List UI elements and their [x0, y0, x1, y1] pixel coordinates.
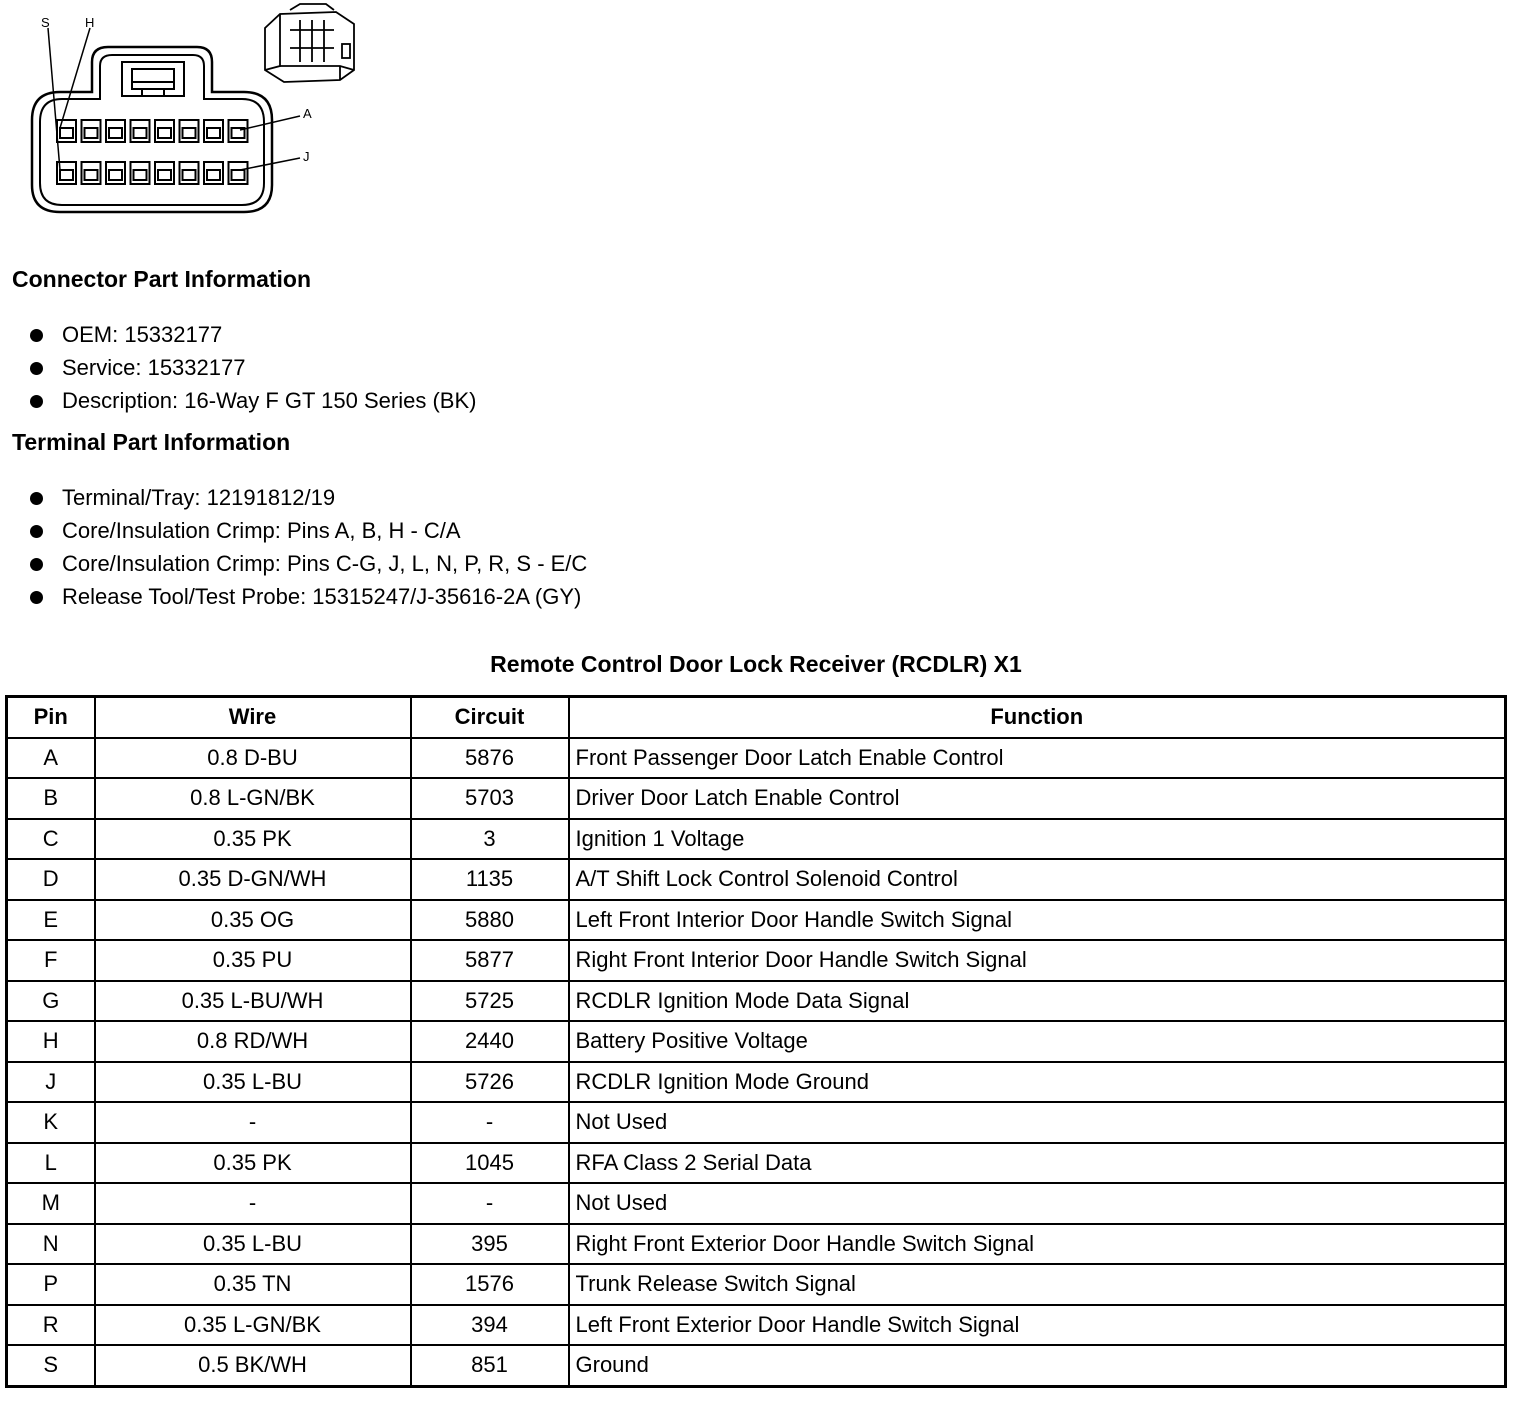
terminal-cavity-inner — [85, 128, 98, 138]
pin-cell: B — [7, 778, 95, 819]
terminal-cavity-inner — [109, 128, 122, 138]
pinout-table — [5, 695, 1507, 1388]
circuit-cell: 394 — [411, 1305, 569, 1346]
terminal-info-item: Core/Insulation Crimp: Pins C-G, J, L, N, P, R, S - E/C — [28, 547, 587, 580]
terminal-cavity-inner — [158, 170, 171, 180]
circuit-cell: 3 — [411, 819, 569, 860]
pin-label-h: H — [85, 15, 95, 30]
terminal-info-item: Release Tool/Test Probe: 15315247/J-35616-2A (GY) — [28, 580, 587, 613]
terminal-cavity-inner — [60, 128, 73, 138]
connector-info-item: Description: 16-Way F GT 150 Series (BK) — [28, 384, 476, 417]
circuit-cell: 1576 — [411, 1264, 569, 1305]
wire-cell: 0.5 BK/WH — [95, 1345, 411, 1386]
pin-cell: J — [7, 1062, 95, 1103]
terminal-info-item: Terminal/Tray: 12191812/19 — [28, 481, 587, 514]
function-cell: Trunk Release Switch Signal — [569, 1264, 1506, 1305]
terminal-cavity-inner — [134, 170, 147, 180]
terminal-cavity-inner — [134, 128, 147, 138]
pin-cell: M — [7, 1183, 95, 1224]
wire-cell: 0.35 PU — [95, 940, 411, 981]
wire-cell: 0.8 L-GN/BK — [95, 778, 411, 819]
pin-label-a: A — [303, 106, 312, 121]
header-circuit: Circuit — [411, 697, 569, 738]
wire-cell: 0.35 OG — [95, 900, 411, 941]
circuit-cell: 395 — [411, 1224, 569, 1265]
wire-cell: 0.8 RD/WH — [95, 1021, 411, 1062]
circuit-cell: 1135 — [411, 859, 569, 900]
pin-cell: D — [7, 859, 95, 900]
pin-cell: H — [7, 1021, 95, 1062]
wire-cell: 0.35 L-GN/BK — [95, 1305, 411, 1346]
terminal-cavity-inner — [207, 128, 220, 138]
function-cell: Driver Door Latch Enable Control — [569, 778, 1506, 819]
pin-cell: E — [7, 900, 95, 941]
table-row — [7, 1062, 1506, 1103]
function-cell: Battery Positive Voltage — [569, 1021, 1506, 1062]
pin-cell: K — [7, 1102, 95, 1143]
circuit-cell: - — [411, 1102, 569, 1143]
pin-cell: P — [7, 1264, 95, 1305]
wire-cell: 0.35 D-GN/WH — [95, 859, 411, 900]
pin-cell: R — [7, 1305, 95, 1346]
function-cell: A/T Shift Lock Control Solenoid Control — [569, 859, 1506, 900]
pin-cell: N — [7, 1224, 95, 1265]
header-pin: Pin — [7, 697, 95, 738]
circuit-cell: 1045 — [411, 1143, 569, 1184]
pin-label-j: J — [303, 149, 310, 164]
table-row — [7, 1102, 1506, 1143]
table-row — [7, 1224, 1506, 1265]
function-cell: Not Used — [569, 1102, 1506, 1143]
wire-cell: - — [95, 1183, 411, 1224]
table-row — [7, 1305, 1506, 1346]
pin-cell: S — [7, 1345, 95, 1386]
terminal-cavity-inner — [207, 170, 220, 180]
pin-cell: F — [7, 940, 95, 981]
circuit-cell: 5703 — [411, 778, 569, 819]
pin-cell: L — [7, 1143, 95, 1184]
terminal-info-item: Core/Insulation Crimp: Pins A, B, H - C/A — [28, 514, 587, 547]
header-function: Function — [569, 697, 1506, 738]
circuit-cell: 5876 — [411, 738, 569, 779]
function-cell: Left Front Interior Door Handle Switch Signal — [569, 900, 1506, 941]
connector-diagram — [0, 0, 380, 225]
terminal-cavity-inner — [60, 170, 73, 180]
circuit-cell: 2440 — [411, 1021, 569, 1062]
wire-cell: 0.35 TN — [95, 1264, 411, 1305]
function-cell: RCDLR Ignition Mode Data Signal — [569, 981, 1506, 1022]
terminal-info-list — [28, 481, 587, 613]
circuit-cell: 5726 — [411, 1062, 569, 1103]
table-row — [7, 819, 1506, 860]
table-title: Remote Control Door Lock Receiver (RCDLR) X1 — [490, 651, 1022, 677]
terminal-info-heading: Terminal Part Information — [12, 429, 291, 455]
circuit-cell: 851 — [411, 1345, 569, 1386]
connector-iso-icon — [265, 4, 354, 82]
function-cell: RFA Class 2 Serial Data — [569, 1143, 1506, 1184]
terminal-cavities — [57, 120, 248, 184]
pin-cell: A — [7, 738, 95, 779]
connector-info-list — [28, 318, 476, 417]
pin-cell: C — [7, 819, 95, 860]
table-row — [7, 940, 1506, 981]
wire-cell: 0.35 PK — [95, 1143, 411, 1184]
wire-cell: 0.35 L-BU/WH — [95, 981, 411, 1022]
header-wire: Wire — [95, 697, 411, 738]
function-cell: Right Front Interior Door Handle Switch Signal — [569, 940, 1506, 981]
table-header-row — [7, 697, 1506, 738]
wire-cell: - — [95, 1102, 411, 1143]
table-row — [7, 859, 1506, 900]
wire-cell: 0.35 PK — [95, 819, 411, 860]
table-row — [7, 1021, 1506, 1062]
function-cell: Right Front Exterior Door Handle Switch Signal — [569, 1224, 1506, 1265]
function-cell: Ground — [569, 1345, 1506, 1386]
function-cell: Front Passenger Door Latch Enable Control — [569, 738, 1506, 779]
wire-cell: 0.35 L-BU — [95, 1224, 411, 1265]
pin-label-s: S — [41, 15, 50, 30]
table-row — [7, 1345, 1506, 1386]
table-row — [7, 1264, 1506, 1305]
circuit-cell: 5880 — [411, 900, 569, 941]
table-row — [7, 900, 1506, 941]
table-row — [7, 738, 1506, 779]
table-row — [7, 778, 1506, 819]
terminal-cavity-inner — [232, 170, 245, 180]
table-row — [7, 1143, 1506, 1184]
wire-cell: 0.8 D-BU — [95, 738, 411, 779]
connector-info-item: OEM: 15332177 — [28, 318, 476, 351]
terminal-cavity-inner — [85, 170, 98, 180]
circuit-cell: 5725 — [411, 981, 569, 1022]
table-row — [7, 1183, 1506, 1224]
function-cell: RCDLR Ignition Mode Ground — [569, 1062, 1506, 1103]
wire-cell: 0.35 L-BU — [95, 1062, 411, 1103]
connector-info-heading: Connector Part Information — [12, 266, 312, 292]
terminal-cavity-inner — [109, 170, 122, 180]
circuit-cell: - — [411, 1183, 569, 1224]
function-cell: Not Used — [569, 1183, 1506, 1224]
terminal-cavity-inner — [183, 128, 196, 138]
function-cell: Left Front Exterior Door Handle Switch Signal — [569, 1305, 1506, 1346]
terminal-cavity-inner — [158, 128, 171, 138]
function-cell: Ignition 1 Voltage — [569, 819, 1506, 860]
connector-info-item: Service: 15332177 — [28, 351, 476, 384]
pin-cell: G — [7, 981, 95, 1022]
terminal-cavity-inner — [183, 170, 196, 180]
circuit-cell: 5877 — [411, 940, 569, 981]
table-row — [7, 981, 1506, 1022]
